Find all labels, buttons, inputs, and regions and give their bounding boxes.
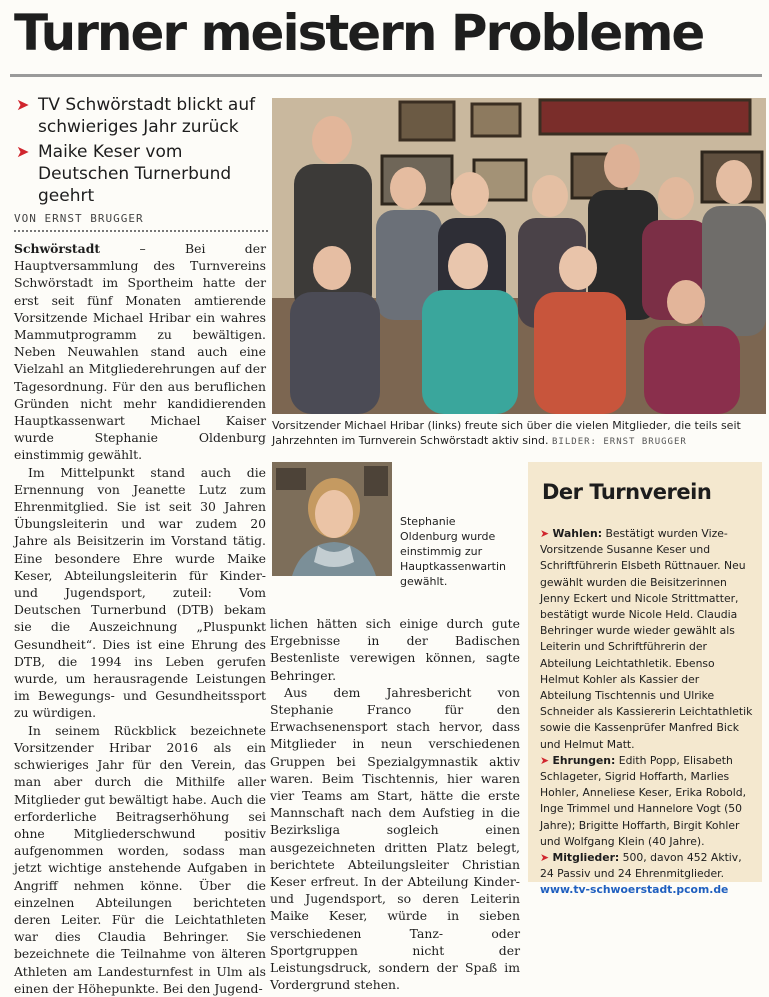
headline: Turner meistern Probleme — [14, 4, 704, 62]
paragraph-4: lichen hätten sich einige durch gute Ergebnisse in der Badischen Bestenliste verewigen können, sagte Behringer. — [270, 616, 520, 683]
subheads — [16, 94, 268, 210]
red-arrow-icon: ➤ — [540, 851, 553, 865]
subhead-2-text: Maike Keser vom Deutschen Turnerbund geehrt — [38, 142, 232, 206]
red-arrow-icon: ➤ — [540, 527, 553, 540]
group-photo — [272, 98, 766, 414]
portrait-photo — [272, 462, 392, 576]
info-wahlen-text: Bestätigt wurden Vize-Vorsitzende Susanne Keser und Schriftführerin Elsbeth Rüttnauer. Neu gewählt wurden die Beisitzerinnen Jenny Eckert und Nicole Strittmatter, bestätigt wurde Nicole Held. Claudia Behringer wurde wieder gewählt als Leiterin und Schriftführerin der Abteilung Leichtathletik. Ebenso Helmut Kohler als Kassier der Abteilung Tischtennis und Ulrike Schneider als Kassiererin Leichtathletik sowie die Kassenprüfer Manfred Bick und Helmut Matt. — [540, 527, 753, 751]
info-wahlen — [540, 526, 754, 753]
info-mitglieder-label: Mitglieder: — [552, 851, 620, 865]
paragraph-3: In seinem Rückblick bezeichnete Vorsitzender Hribar 2016 als ein schwieriges Jahr für den Verein, das man aber durch die Mithilfe aller Mitglieder gut bewältigt habe. Auch die erforderliche Beitragserhöhung sei ohne Mitgliederschwund positiv aufgenommen worden, sodass man jetzt wichtige anstehende Aufgaben in Angriff nehmen könne. Über die einzelnen Abteilungen berichteten deren Leiter. Für die Leichtathleten war dies Claudia Behringer. Sie bezeichnete die Teilnahme von älteren Athleten am Landesturnfest in Ulm als einen der Höhepunkte. Bei den Jugend- — [14, 722, 266, 996]
article-column-1 — [14, 240, 266, 996]
photo-credit: BILDER: ERNST BRUGGER — [552, 437, 687, 447]
info-box-body — [540, 526, 754, 899]
portrait-caption: Stephanie Oldenburg wurde einstimmig zur Hauptkassenwartin gewählt. — [400, 515, 506, 588]
info-ehrungen — [540, 753, 754, 850]
group-photo-caption-text: Vorsitzender Michael Hribar (links) freute sich über die vielen Mitglieder, die teils seit Jahrzehnten im Turnverein Schwörstadt aktiv sind. — [272, 419, 741, 447]
paragraph-1-text: – Bei der Hauptversammlung des Turnvereins Schwörstadt im Sportheim hatte der erst seit fünf Monaten amtierende Vorsitzende Michael Hribar ein wahres Mammutprogramm zu bewältigen. Neben Neuwahlen stand auch eine Vielzahl an Mitgliederehrungen auf der Tagesordnung. Für den aus beruflichen Gründen nicht mehr kandidierenden Hauptkassenwart Michael Kaiser wurde Stephanie Oldenburg einstimmig gewählt. — [14, 241, 266, 463]
paragraph-1 — [14, 240, 266, 464]
club-website-link[interactable]: www.tv-schwoerstadt.pcom.de — [540, 883, 729, 897]
info-box-title: Der Turnverein — [542, 480, 712, 504]
info-wahlen-label: Wahlen: — [552, 527, 603, 540]
info-box — [528, 462, 762, 897]
dateline: Schwörstadt — [14, 241, 101, 256]
red-arrow-icon: ➤ — [16, 142, 30, 161]
info-ehrungen-text: Edith Popp, Elisabeth Schlageter, Sigrid Hoffarth, Marlies Hohler, Anneliese Keser, Erika Robold, Inge Trimmel und Hannelore Vogt (50 Jahre); Brigitte Hoffarth, Birgit Kohler und Wolfgang Klein (40 Jahre). — [540, 753, 747, 848]
paragraph-2: Im Mittelpunkt stand auch die Ernennung von Jeanette Lutz zum Ehrenmitglied. Sie ist seit 30 Jahren Übungsleiterin und war zudem 20 Jahre als Beisitzerin im Vorstand tätig. Eine besondere Ehre wurde Maike Keser, Abteilungsleiterin für Kinder- und Jugendsport, zuteil: Vom Deutschen Turnerbund (DTB) bekam sie die Auszeichnung „Pluspunkt Gesundheit“. Dies ist eine Ehrung des DTB, die 1994 ins Leben gerufen wurde, um herausragende Leistungen im Bewegungs- und Gesundheitssport zu würdigen. — [14, 464, 266, 721]
portrait-photo-illustration — [272, 462, 392, 576]
byline-divider — [14, 230, 268, 232]
subhead-1-text: TV Schwörstadt blickt auf schwieriges Jahr zurück — [38, 95, 256, 137]
paragraph-5: Aus dem Jahresbericht von Stephanie Franco für den Erwachsenensport stach hervor, dass Mitglieder in neun verschiedenen Gruppen bei Spezialgymnastik aktiv waren. Beim Tischtennis, hier waren vier Teams am Start, hätte die erste Mannschaft nach dem Aufstieg in die Bezirksliga sogleich einen ausgezeichneten dritten Platz belegt, berichtete Abteilungsleiter Christian Keser erfreut. In der Abteilung Kinder- und Jugendsport, so deren Leiterin Maike Keser, würde in sieben verschiedenen Tanz- oder Sportgruppen nicht der Leistungsdruck, sondern der Spaß im Vordergrund stehen. — [270, 684, 520, 993]
info-ehrungen-label: Ehrungen: — [552, 753, 616, 767]
headline-rule — [10, 74, 762, 77]
info-mitglieder-text: 500, davon 452 Aktiv, 24 Passiv und 24 Ehrenmitglieder. — [540, 851, 742, 881]
article-column-2 — [270, 615, 520, 993]
info-mitglieder — [540, 850, 754, 882]
red-arrow-icon: ➤ — [540, 753, 553, 767]
group-photo-illustration — [272, 98, 766, 414]
group-photo-caption — [272, 418, 766, 450]
byline: VON ERNST BRUGGER — [14, 212, 144, 225]
red-arrow-icon: ➤ — [16, 95, 30, 114]
subhead-1 — [16, 94, 268, 138]
subhead-2 — [16, 141, 268, 207]
